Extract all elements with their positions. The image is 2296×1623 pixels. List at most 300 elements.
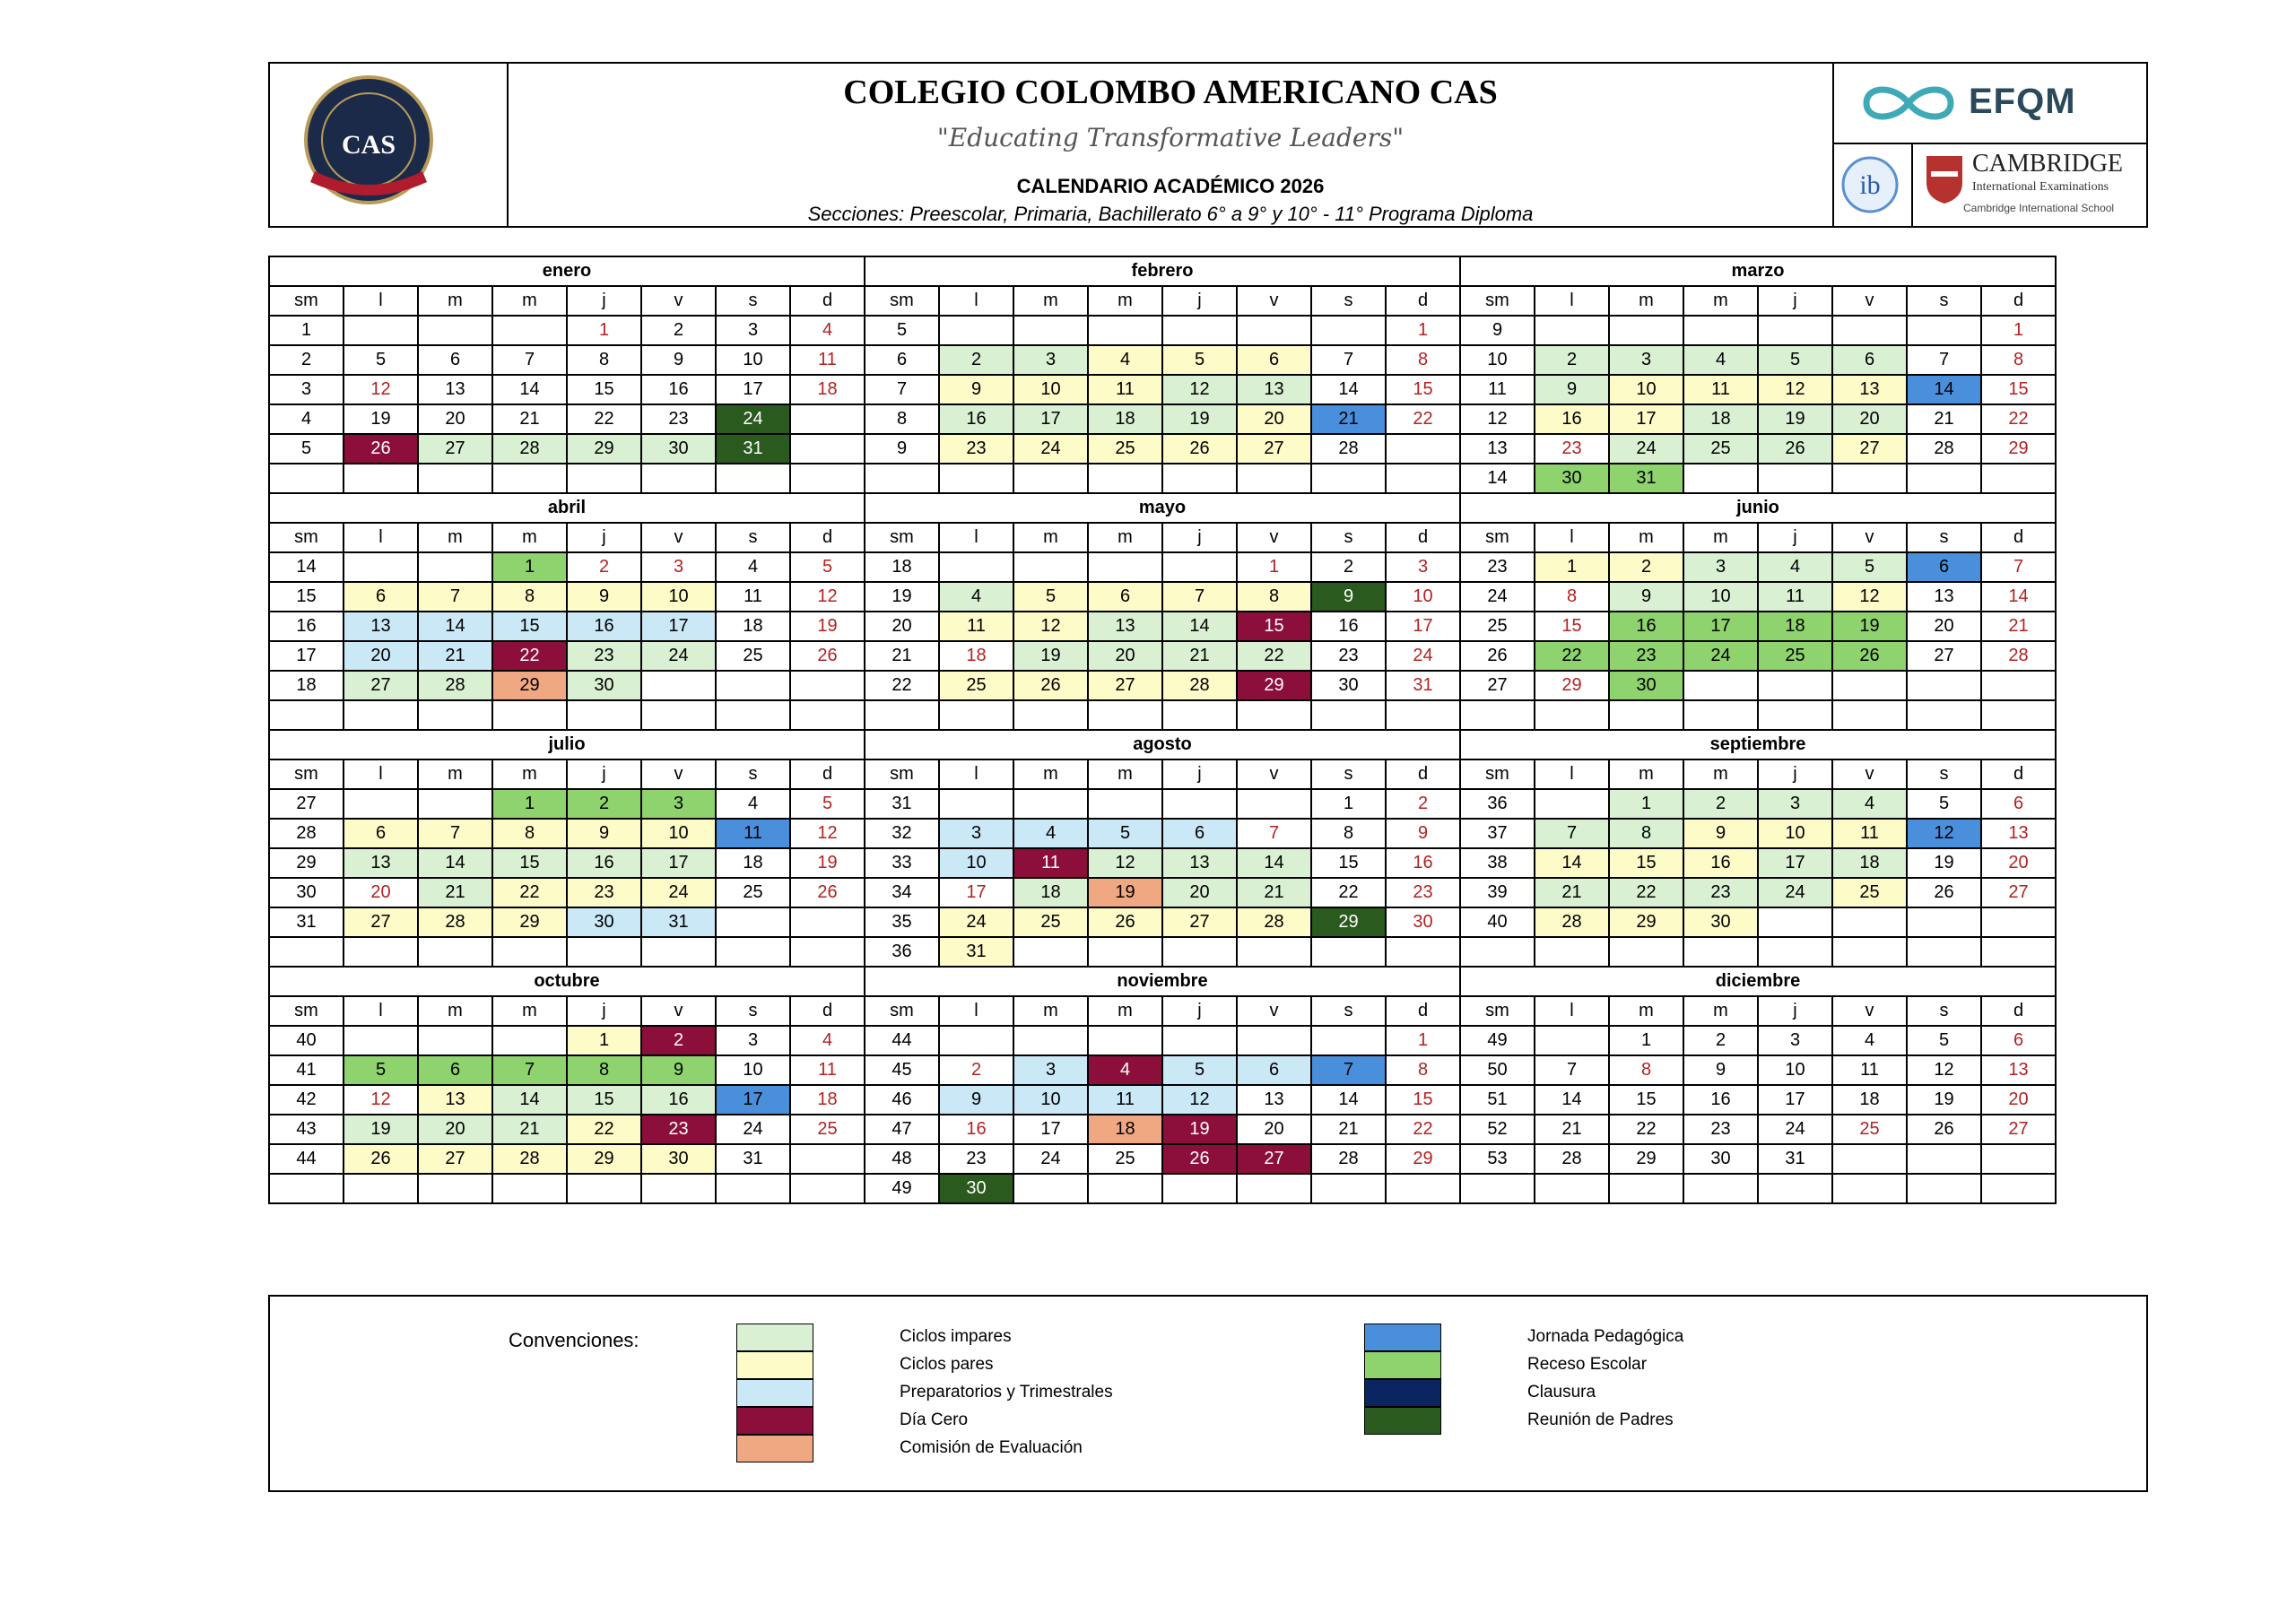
day-cell: 29	[1311, 907, 1386, 937]
day-cell: 4	[1683, 345, 1758, 375]
weekday-header: m	[418, 759, 492, 789]
weekday-header: l	[939, 759, 1013, 789]
day-cell	[1683, 464, 1758, 493]
month-name: noviembre	[865, 967, 1460, 996]
day-cell: 12	[1907, 1055, 1981, 1085]
day-cell: 1	[492, 552, 567, 582]
day-cell	[790, 671, 865, 700]
day-cell: 27	[418, 1144, 492, 1174]
day-cell: 14	[1237, 848, 1311, 878]
day-cell: 9	[1386, 819, 1460, 848]
weekday-header: l	[1535, 759, 1609, 789]
day-cell	[1758, 1174, 1832, 1203]
day-cell: 11	[1088, 1085, 1162, 1115]
day-cell	[641, 1174, 716, 1203]
school-logo	[270, 64, 507, 226]
day-cell: 1	[1609, 1026, 1683, 1055]
weekday-header: j	[1162, 996, 1237, 1026]
day-cell	[1088, 1026, 1162, 1055]
day-cell	[1311, 464, 1386, 493]
legend-swatch	[1364, 1407, 1441, 1435]
weekday-header-row	[269, 759, 2056, 789]
weekday-header: m	[1013, 996, 1088, 1026]
day-cell: 4	[1832, 1026, 1907, 1055]
day-cell: 8	[567, 345, 641, 375]
day-cell: 28	[492, 1144, 567, 1174]
week-row	[269, 345, 2056, 375]
day-cell: 13	[1981, 819, 2056, 848]
week-number-cell: 16	[269, 612, 344, 641]
day-cell: 21	[1237, 878, 1311, 907]
day-cell	[1683, 671, 1758, 700]
week-number-cell	[269, 937, 344, 967]
weekday-header: s	[716, 759, 790, 789]
day-cell	[344, 789, 418, 819]
week-number-cell: 53	[1460, 1144, 1535, 1174]
legend-label: Clausura	[1527, 1383, 1596, 1402]
week-number-cell	[269, 700, 344, 730]
day-cell: 18	[716, 612, 790, 641]
week-number-cell: 33	[865, 848, 939, 878]
weekday-header: d	[1981, 286, 2056, 316]
week-row	[269, 878, 2056, 907]
weekday-header: d	[790, 286, 865, 316]
day-cell: 23	[1683, 1115, 1758, 1144]
day-cell	[1386, 434, 1460, 464]
day-cell	[939, 700, 1013, 730]
day-cell: 15	[492, 612, 567, 641]
day-cell: 17	[1013, 404, 1088, 434]
day-cell: 4	[1013, 819, 1088, 848]
day-cell: 12	[790, 819, 865, 848]
month-name: junio	[1460, 493, 2056, 523]
day-cell	[1386, 700, 1460, 730]
day-cell	[492, 937, 567, 967]
month-name: mayo	[865, 493, 1460, 523]
day-cell: 27	[1981, 878, 2056, 907]
weekday-header: m	[492, 523, 567, 552]
weekday-header: d	[1386, 759, 1460, 789]
week-number-cell: 40	[269, 1026, 344, 1055]
day-cell: 30	[567, 671, 641, 700]
day-cell: 20	[1907, 612, 1981, 641]
day-cell: 21	[418, 878, 492, 907]
day-cell: 6	[1237, 1055, 1311, 1085]
day-cell	[790, 1144, 865, 1174]
weekday-header: j	[567, 523, 641, 552]
day-cell: 18	[1758, 612, 1832, 641]
day-cell: 31	[1758, 1144, 1832, 1174]
week-number-cell: 36	[1460, 789, 1535, 819]
week-row	[269, 1026, 2056, 1055]
day-cell	[1609, 937, 1683, 967]
day-cell: 9	[641, 345, 716, 375]
day-cell: 30	[1683, 907, 1758, 937]
day-cell: 12	[1758, 375, 1832, 404]
weekday-header: j	[1162, 286, 1237, 316]
day-cell: 7	[1311, 345, 1386, 375]
day-cell: 20	[344, 878, 418, 907]
cambridge-title: CAMBRIDGE	[1972, 150, 2124, 178]
day-cell: 22	[492, 641, 567, 671]
week-number-cell: 5	[269, 434, 344, 464]
week-number-cell: 20	[865, 612, 939, 641]
day-cell: 5	[790, 552, 865, 582]
day-cell: 15	[1386, 375, 1460, 404]
day-cell: 13	[1981, 1055, 2056, 1085]
day-cell: 11	[716, 819, 790, 848]
day-cell: 21	[1311, 404, 1386, 434]
weekday-header: l	[344, 523, 418, 552]
weekday-header: s	[1311, 759, 1386, 789]
day-cell: 4	[1758, 552, 1832, 582]
day-cell: 5	[344, 345, 418, 375]
weekday-header: v	[1237, 759, 1311, 789]
day-cell: 2	[1683, 789, 1758, 819]
legend-swatch	[1364, 1351, 1441, 1379]
week-number-cell: 49	[1460, 1026, 1535, 1055]
day-cell	[939, 316, 1013, 345]
day-cell: 13	[1162, 848, 1237, 878]
day-cell: 16	[939, 404, 1013, 434]
day-cell	[492, 1174, 567, 1203]
weekday-header: v	[1832, 523, 1907, 552]
day-cell: 14	[492, 375, 567, 404]
day-cell: 25	[939, 671, 1013, 700]
day-cell	[1907, 1144, 1981, 1174]
day-cell: 5	[1758, 345, 1832, 375]
day-cell: 21	[1162, 641, 1237, 671]
day-cell: 31	[716, 434, 790, 464]
day-cell: 29	[1535, 671, 1609, 700]
day-cell: 21	[1535, 1115, 1609, 1144]
day-cell: 7	[492, 345, 567, 375]
day-cell: 21	[492, 404, 567, 434]
day-cell: 26	[790, 878, 865, 907]
day-cell: 14	[492, 1085, 567, 1115]
day-cell: 6	[1907, 552, 1981, 582]
day-cell: 10	[1683, 582, 1758, 612]
weekday-header: m	[1013, 286, 1088, 316]
weekday-header: m	[1609, 759, 1683, 789]
week-row	[269, 464, 2056, 493]
week-number-cell: 44	[269, 1144, 344, 1174]
month-header-row	[269, 493, 2056, 523]
day-cell: 24	[716, 1115, 790, 1144]
day-cell: 7	[418, 582, 492, 612]
day-cell	[492, 1026, 567, 1055]
day-cell	[1832, 907, 1907, 937]
day-cell: 11	[716, 582, 790, 612]
day-cell: 8	[1237, 582, 1311, 612]
day-cell: 12	[344, 1085, 418, 1115]
day-cell: 23	[1609, 641, 1683, 671]
day-cell: 9	[939, 1085, 1013, 1115]
weekday-header: l	[1535, 286, 1609, 316]
week-row	[269, 937, 2056, 967]
day-cell: 14	[1162, 612, 1237, 641]
day-cell: 21	[1535, 878, 1609, 907]
day-cell	[1535, 1174, 1609, 1203]
weekday-header: s	[1907, 759, 1981, 789]
week-number-cell: 2	[269, 345, 344, 375]
day-cell: 18	[1088, 1115, 1162, 1144]
day-cell: 29	[492, 907, 567, 937]
weekday-header: v	[641, 523, 716, 552]
weekday-header: l	[344, 759, 418, 789]
day-cell	[1535, 316, 1609, 345]
weekday-header: j	[1162, 523, 1237, 552]
week-number-cell	[1460, 1174, 1535, 1203]
day-cell: 28	[418, 907, 492, 937]
weekday-header: d	[790, 996, 865, 1026]
day-cell	[1311, 316, 1386, 345]
day-cell	[1981, 1144, 2056, 1174]
day-cell: 13	[1237, 375, 1311, 404]
week-row	[269, 907, 2056, 937]
week-number-cell: 38	[1460, 848, 1535, 878]
day-cell	[939, 552, 1013, 582]
day-cell: 8	[1386, 1055, 1460, 1085]
weekday-header: d	[1386, 996, 1460, 1026]
legend-label: Preparatorios y Trimestrales	[900, 1383, 1113, 1402]
ib-icon	[1834, 143, 1911, 228]
weekday-header: m	[418, 286, 492, 316]
week-number-cell: 10	[1460, 345, 1535, 375]
day-cell	[567, 700, 641, 730]
week-number-cell: 21	[865, 641, 939, 671]
month-name: febrero	[865, 256, 1460, 286]
day-cell	[1088, 552, 1162, 582]
day-cell: 23	[1386, 878, 1460, 907]
legend-label: Ciclos pares	[900, 1355, 994, 1374]
day-cell	[790, 1174, 865, 1203]
day-cell: 19	[790, 848, 865, 878]
day-cell: 6	[1162, 819, 1237, 848]
day-cell	[1162, 552, 1237, 582]
day-cell: 20	[344, 641, 418, 671]
day-cell	[1832, 671, 1907, 700]
day-cell	[1535, 1026, 1609, 1055]
legend-label: Reunión de Padres	[1527, 1410, 1674, 1429]
day-cell: 17	[1013, 1115, 1088, 1144]
day-cell: 25	[1088, 1144, 1162, 1174]
weekday-header: j	[1162, 759, 1237, 789]
day-cell: 24	[1386, 641, 1460, 671]
day-cell: 29	[567, 1144, 641, 1174]
day-cell: 15	[1609, 848, 1683, 878]
day-cell: 28	[1535, 1144, 1609, 1174]
day-cell	[1162, 937, 1237, 967]
day-cell: 6	[344, 582, 418, 612]
day-cell: 1	[1311, 789, 1386, 819]
week-row	[269, 1115, 2056, 1144]
day-cell: 31	[641, 907, 716, 937]
legend-swatch	[736, 1407, 813, 1435]
week-row	[269, 789, 2056, 819]
weekday-header: sm	[865, 996, 939, 1026]
day-cell: 7	[492, 1055, 567, 1085]
day-cell	[418, 700, 492, 730]
day-cell: 10	[1013, 375, 1088, 404]
day-cell	[790, 700, 865, 730]
day-cell: 6	[418, 345, 492, 375]
day-cell: 22	[1386, 1115, 1460, 1144]
day-cell: 5	[1162, 345, 1237, 375]
day-cell: 3	[716, 1026, 790, 1055]
legend-label: Receso Escolar	[1527, 1355, 1648, 1374]
day-cell: 15	[1386, 1085, 1460, 1115]
day-cell: 9	[1311, 582, 1386, 612]
day-cell: 2	[641, 1026, 716, 1055]
day-cell: 5	[1162, 1055, 1237, 1085]
day-cell: 4	[939, 582, 1013, 612]
day-cell	[939, 464, 1013, 493]
weekday-header-row	[269, 286, 2056, 316]
day-cell	[790, 907, 865, 937]
month-name: abril	[269, 493, 865, 523]
day-cell: 27	[1832, 434, 1907, 464]
day-cell	[567, 464, 641, 493]
day-cell: 17	[939, 878, 1013, 907]
day-cell	[1535, 700, 1609, 730]
weekday-header: v	[1832, 286, 1907, 316]
day-cell	[1907, 700, 1981, 730]
day-cell: 1	[567, 316, 641, 345]
day-cell	[344, 464, 418, 493]
day-cell: 27	[1907, 641, 1981, 671]
ib-logo	[1834, 143, 1913, 228]
week-number-cell: 50	[1460, 1055, 1535, 1085]
day-cell: 12	[1832, 582, 1907, 612]
weekday-header: d	[1981, 996, 2056, 1026]
week-row	[269, 641, 2056, 671]
day-cell: 27	[1237, 434, 1311, 464]
month-name: diciembre	[1460, 967, 2056, 996]
weekday-header: j	[567, 759, 641, 789]
week-number-cell: 34	[865, 878, 939, 907]
school-slogan: "Educating Transformative Leaders"	[936, 123, 1405, 152]
day-cell: 28	[1907, 434, 1981, 464]
day-cell: 23	[939, 1144, 1013, 1174]
day-cell: 23	[1311, 641, 1386, 671]
weekday-header: s	[716, 996, 790, 1026]
day-cell: 30	[939, 1174, 1013, 1203]
week-number-cell: 40	[1460, 907, 1535, 937]
day-cell: 15	[492, 848, 567, 878]
day-cell	[418, 1174, 492, 1203]
day-cell: 24	[939, 907, 1013, 937]
cambridge-subtitle: International Examinations	[1972, 180, 2109, 194]
day-cell: 18	[1013, 878, 1088, 907]
day-cell: 23	[567, 878, 641, 907]
day-cell: 22	[1535, 641, 1609, 671]
day-cell: 3	[1386, 552, 1460, 582]
day-cell: 19	[1162, 1115, 1237, 1144]
day-cell: 18	[716, 848, 790, 878]
day-cell: 2	[567, 552, 641, 582]
day-cell: 2	[1311, 552, 1386, 582]
legend-label: Día Cero	[900, 1410, 969, 1429]
day-cell	[716, 907, 790, 937]
day-cell: 6	[1981, 789, 2056, 819]
day-cell	[1237, 937, 1311, 967]
day-cell: 26	[1758, 434, 1832, 464]
day-cell: 7	[418, 819, 492, 848]
week-number-cell	[1460, 937, 1535, 967]
week-number-cell: 25	[1460, 612, 1535, 641]
day-cell: 11	[790, 345, 865, 375]
weekday-header: s	[1907, 523, 1981, 552]
week-number-cell: 5	[865, 316, 939, 345]
ib-text: ib	[1859, 170, 1881, 200]
week-number-cell: 49	[865, 1174, 939, 1203]
week-number-cell	[865, 464, 939, 493]
day-cell	[492, 316, 567, 345]
week-number-cell	[1460, 700, 1535, 730]
day-cell: 29	[1386, 1144, 1460, 1174]
legend-label: Ciclos impares	[900, 1327, 1012, 1346]
day-cell: 21	[418, 641, 492, 671]
document-header	[268, 62, 2148, 228]
weekday-header: m	[1609, 286, 1683, 316]
day-cell: 14	[1535, 1085, 1609, 1115]
weekday-header: m	[1609, 523, 1683, 552]
month-name: octubre	[269, 967, 865, 996]
day-cell: 4	[716, 789, 790, 819]
day-cell	[418, 552, 492, 582]
week-number-cell: 32	[865, 819, 939, 848]
weekday-header: v	[1237, 523, 1311, 552]
calendar-title: CALENDARIO ACADÉMICO 2026	[1016, 175, 1325, 197]
day-cell: 12	[344, 375, 418, 404]
weekday-header: d	[790, 759, 865, 789]
day-cell	[344, 937, 418, 967]
legend	[268, 1295, 2148, 1492]
day-cell	[1088, 937, 1162, 967]
day-cell	[1683, 937, 1758, 967]
day-cell: 2	[567, 789, 641, 819]
day-cell: 22	[1237, 641, 1311, 671]
day-cell: 7	[1311, 1055, 1386, 1085]
day-cell	[641, 700, 716, 730]
day-cell	[492, 464, 567, 493]
day-cell	[1609, 1174, 1683, 1203]
day-cell: 31	[1609, 464, 1683, 493]
weekday-header: sm	[1460, 523, 1535, 552]
day-cell: 2	[1609, 552, 1683, 582]
day-cell: 24	[1609, 434, 1683, 464]
efqm-text: EFQM	[1969, 82, 2076, 121]
day-cell: 19	[1162, 404, 1237, 434]
day-cell	[1535, 789, 1609, 819]
weekday-header: m	[418, 523, 492, 552]
day-cell	[1683, 316, 1758, 345]
day-cell	[1088, 789, 1162, 819]
weekday-header: v	[1832, 759, 1907, 789]
day-cell	[939, 1026, 1013, 1055]
weekday-header: m	[1088, 996, 1162, 1026]
weekday-header: s	[1311, 286, 1386, 316]
day-cell: 3	[1013, 345, 1088, 375]
day-cell: 10	[716, 1055, 790, 1085]
week-number-cell: 37	[1460, 819, 1535, 848]
day-cell: 5	[1907, 789, 1981, 819]
day-cell: 18	[790, 375, 865, 404]
day-cell: 11	[1758, 582, 1832, 612]
week-row	[269, 848, 2056, 878]
day-cell	[1832, 937, 1907, 967]
